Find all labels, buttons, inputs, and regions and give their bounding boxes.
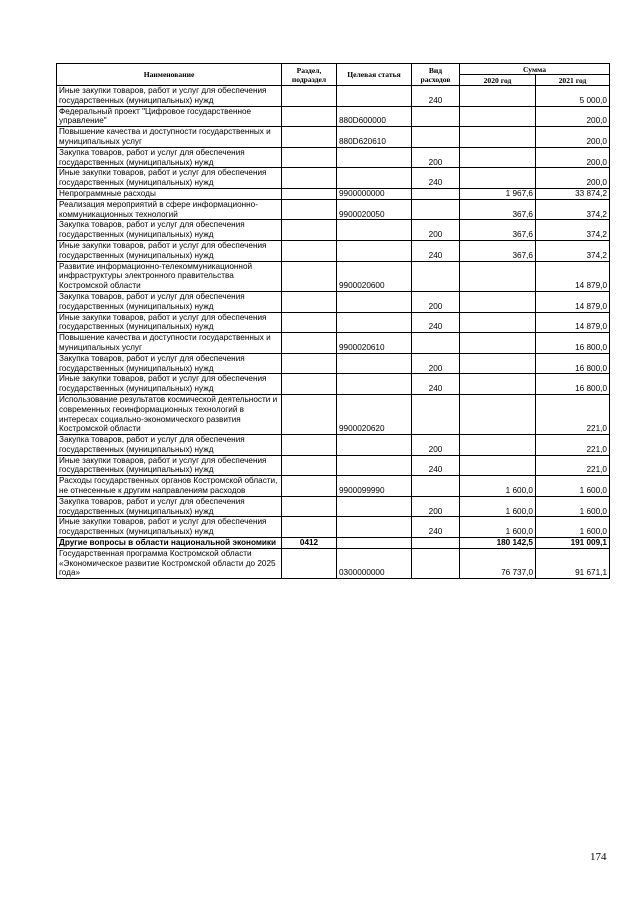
cell-section: [282, 261, 337, 291]
cell-2021: 221,0: [536, 394, 610, 434]
cell-type: 240: [412, 312, 460, 333]
cell-name: Расходы государственных органов Костромской области, не отнесенные к другим направлениям расходов: [57, 476, 282, 497]
cell-2020: 367,6: [460, 240, 536, 261]
cell-section: [282, 199, 337, 220]
header-year-2020: 2020 год: [460, 75, 536, 86]
table-row: [57, 374, 610, 395]
cell-2021: 221,0: [536, 435, 610, 456]
table-row: [57, 476, 610, 497]
cell-name: Повышение качества и доступности государственных и муниципальных услуг: [57, 333, 282, 354]
cell-type: 200: [412, 291, 460, 312]
table-row: [57, 517, 610, 538]
cell-name: Иные закупки товаров, работ и услуг для обеспечения государственных (муниципальных) нужд: [57, 455, 282, 476]
cell-type: 200: [412, 147, 460, 168]
cell-section: [282, 435, 337, 456]
table-row: [57, 548, 610, 578]
cell-2020: 180 142,5: [460, 538, 536, 549]
cell-section: [282, 496, 337, 517]
cell-name: Иные закупки товаров, работ и услуг для обеспечения государственных (муниципальных) нужд: [57, 240, 282, 261]
cell-type: 240: [412, 374, 460, 395]
cell-target: 9900020050: [337, 199, 412, 220]
cell-2020: [460, 291, 536, 312]
cell-name: Закупка товаров, работ и услуг для обеспечения государственных (муниципальных) нужд: [57, 147, 282, 168]
cell-2021: 1 600,0: [536, 496, 610, 517]
cell-name: Иные закупки товаров, работ и услуг для обеспечения государственных (муниципальных) нужд: [57, 374, 282, 395]
cell-2020: [460, 435, 536, 456]
cell-2021: 16 800,0: [536, 353, 610, 374]
cell-section: [282, 394, 337, 434]
table-row: [57, 394, 610, 434]
cell-2020: [460, 127, 536, 148]
cell-target: 880D620610: [337, 127, 412, 148]
cell-type: 240: [412, 517, 460, 538]
cell-target: [337, 435, 412, 456]
cell-2020: 1 600,0: [460, 476, 536, 497]
cell-2021: 33 874,2: [536, 188, 610, 199]
cell-target: 9900000000: [337, 188, 412, 199]
page-number: 174: [590, 851, 607, 863]
cell-2021: 221,0: [536, 455, 610, 476]
cell-section: [282, 291, 337, 312]
cell-name: Закупка товаров, работ и услуг для обеспечения государственных (муниципальных) нужд: [57, 291, 282, 312]
cell-target: [337, 517, 412, 538]
cell-target: 880D600000: [337, 106, 412, 127]
table-row: [57, 147, 610, 168]
header-sum: Сумма: [460, 64, 610, 75]
cell-name: Повышение качества и доступности государственных и муниципальных услуг: [57, 127, 282, 148]
cell-2021: 200,0: [536, 127, 610, 148]
cell-name: Закупка товаров, работ и услуг для обеспечения государственных (муниципальных) нужд: [57, 353, 282, 374]
cell-section: [282, 517, 337, 538]
cell-target: [337, 86, 412, 107]
cell-2020: [460, 353, 536, 374]
cell-target: 9900020600: [337, 261, 412, 291]
cell-name: Развитие информационно-телекоммуникационной инфраструктуры электронного правительства Костромской области: [57, 261, 282, 291]
cell-2020: [460, 261, 536, 291]
cell-type: [412, 106, 460, 127]
cell-target: [337, 312, 412, 333]
cell-name: Иные закупки товаров, работ и услуг для обеспечения государственных (муниципальных) нужд: [57, 168, 282, 189]
cell-name: Другие вопросы в области национальной экономики: [57, 538, 282, 549]
cell-section: [282, 374, 337, 395]
table-row: [57, 261, 610, 291]
table-row: [57, 455, 610, 476]
cell-section: [282, 312, 337, 333]
cell-section: [282, 548, 337, 578]
table-row: [57, 538, 610, 549]
cell-target: [337, 374, 412, 395]
budget-table: [56, 63, 610, 579]
cell-target: [337, 538, 412, 549]
cell-2020: [460, 147, 536, 168]
cell-2020: [460, 86, 536, 107]
cell-type: 240: [412, 455, 460, 476]
table-row: [57, 496, 610, 517]
cell-target: [337, 168, 412, 189]
cell-type: 200: [412, 435, 460, 456]
cell-2020: 1 967,6: [460, 188, 536, 199]
cell-section: [282, 476, 337, 497]
cell-type: [412, 476, 460, 497]
cell-2021: 5 000,0: [536, 86, 610, 107]
cell-type: 200: [412, 496, 460, 517]
table-row: [57, 291, 610, 312]
cell-name: Непрограммные расходы: [57, 188, 282, 199]
cell-2020: 1 600,0: [460, 517, 536, 538]
cell-section: [282, 127, 337, 148]
table-row: [57, 353, 610, 374]
cell-2020: [460, 374, 536, 395]
cell-2021: 16 800,0: [536, 374, 610, 395]
table-row: [57, 333, 610, 354]
cell-type: 240: [412, 86, 460, 107]
cell-2020: [460, 455, 536, 476]
cell-2020: [460, 168, 536, 189]
cell-2021: 1 600,0: [536, 476, 610, 497]
cell-section: [282, 455, 337, 476]
cell-target: [337, 353, 412, 374]
cell-name: Иные закупки товаров, работ и услуг для обеспечения государственных (муниципальных) нужд: [57, 312, 282, 333]
cell-type: [412, 199, 460, 220]
cell-type: [412, 261, 460, 291]
cell-type: [412, 333, 460, 354]
cell-target: [337, 240, 412, 261]
cell-section: [282, 353, 337, 374]
cell-section: [282, 147, 337, 168]
cell-2021: 374,2: [536, 199, 610, 220]
cell-2021: 200,0: [536, 106, 610, 127]
cell-2020: 1 600,0: [460, 496, 536, 517]
cell-name: Закупка товаров, работ и услуг для обеспечения государственных (муниципальных) нужд: [57, 220, 282, 241]
cell-type: [412, 127, 460, 148]
table-row: [57, 106, 610, 127]
cell-2020: [460, 106, 536, 127]
cell-2021: 16 800,0: [536, 333, 610, 354]
cell-name: Федеральный проект "Цифровое государственное управление": [57, 106, 282, 127]
cell-2020: [460, 394, 536, 434]
table-row: [57, 435, 610, 456]
cell-type: 200: [412, 220, 460, 241]
cell-2020: 76 737,0: [460, 548, 536, 578]
header-type: Вид расходов: [412, 64, 460, 86]
cell-target: 9900099990: [337, 476, 412, 497]
cell-2021: 91 671,1: [536, 548, 610, 578]
cell-section: [282, 168, 337, 189]
table-body: [57, 86, 610, 579]
table-row: [57, 312, 610, 333]
cell-target: [337, 291, 412, 312]
cell-type: 240: [412, 240, 460, 261]
header-target: Целевая статья: [337, 64, 412, 86]
cell-2020: [460, 312, 536, 333]
cell-2021: 14 879,0: [536, 261, 610, 291]
cell-type: 240: [412, 168, 460, 189]
cell-target: [337, 147, 412, 168]
header-name: Наименование: [57, 64, 282, 86]
cell-type: [412, 538, 460, 549]
cell-section: [282, 220, 337, 241]
cell-section: [282, 188, 337, 199]
cell-section: [282, 86, 337, 107]
cell-target: 9900020620: [337, 394, 412, 434]
cell-name: Иные закупки товаров, работ и услуг для обеспечения государственных (муниципальных) нужд: [57, 517, 282, 538]
cell-2020: [460, 333, 536, 354]
header-year-2021: 2021 год: [536, 75, 610, 86]
cell-target: 0300000000: [337, 548, 412, 578]
cell-2021: 14 879,0: [536, 312, 610, 333]
table-row: [57, 240, 610, 261]
cell-section: [282, 333, 337, 354]
cell-type: [412, 394, 460, 434]
cell-name: Закупка товаров, работ и услуг для обеспечения государственных (муниципальных) нужд: [57, 496, 282, 517]
cell-2021: 1 600,0: [536, 517, 610, 538]
cell-name: Государственная программа Костромской области «Экономическое развитие Костромской области до 2025 года»: [57, 548, 282, 578]
table-row: [57, 188, 610, 199]
cell-type: 200: [412, 353, 460, 374]
cell-target: [337, 220, 412, 241]
cell-2021: 14 879,0: [536, 291, 610, 312]
cell-name: Использование результатов космической деятельности и современных геоинформационных технологий в интересах социально-экономического развития Костромской области: [57, 394, 282, 434]
cell-2021: 200,0: [536, 168, 610, 189]
cell-name: Реализация мероприятий в сфере информационно-коммуникационных технологий: [57, 199, 282, 220]
header-section: Раздел, подраздел: [282, 64, 337, 86]
table-row: [57, 127, 610, 148]
cell-2021: 374,2: [536, 240, 610, 261]
table-row: [57, 220, 610, 241]
cell-name: Закупка товаров, работ и услуг для обеспечения государственных (муниципальных) нужд: [57, 435, 282, 456]
cell-section: 0412: [282, 538, 337, 549]
cell-2020: 367,6: [460, 220, 536, 241]
table-row: [57, 199, 610, 220]
table-row: [57, 168, 610, 189]
cell-target: 9900020610: [337, 333, 412, 354]
cell-type: [412, 188, 460, 199]
table-row: [57, 86, 610, 107]
cell-target: [337, 496, 412, 517]
cell-2021: 191 009,1: [536, 538, 610, 549]
cell-2021: 374,2: [536, 220, 610, 241]
cell-2020: 367,6: [460, 199, 536, 220]
cell-section: [282, 240, 337, 261]
cell-section: [282, 106, 337, 127]
cell-target: [337, 455, 412, 476]
cell-name: Иные закупки товаров, работ и услуг для обеспечения государственных (муниципальных) нужд: [57, 86, 282, 107]
cell-type: [412, 548, 460, 578]
cell-2021: 200,0: [536, 147, 610, 168]
